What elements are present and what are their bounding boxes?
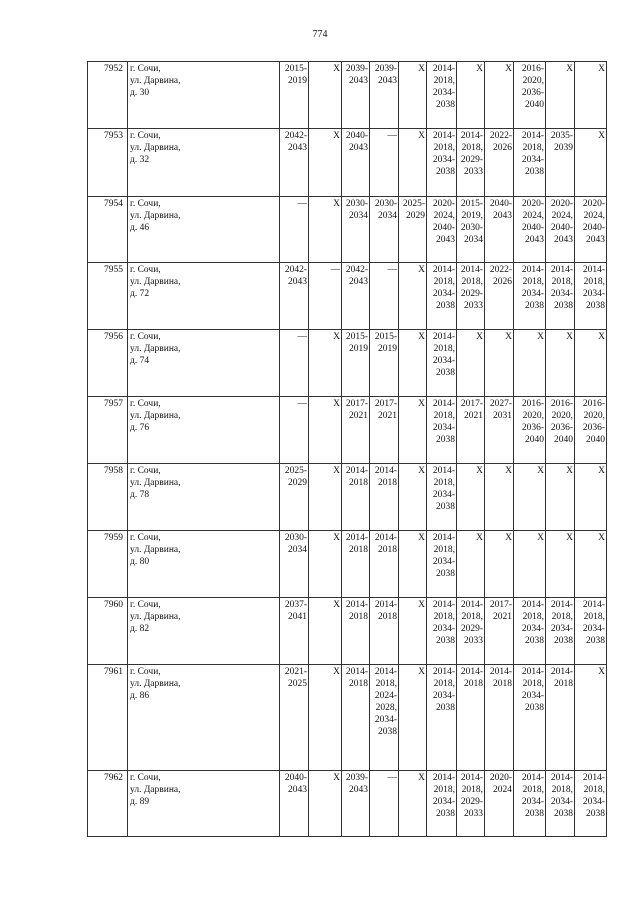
period-cell	[427, 197, 457, 263]
period-cell	[309, 263, 342, 330]
period-value: 2020- 2024	[489, 773, 512, 795]
period-value: X	[333, 332, 340, 342]
period-cell	[309, 129, 342, 197]
period-cell	[546, 598, 575, 665]
table-row	[88, 330, 607, 397]
period-cell	[514, 263, 546, 330]
period-cell	[427, 62, 457, 129]
period-cell	[342, 62, 370, 129]
table-row	[88, 129, 607, 197]
period-cell	[399, 197, 427, 263]
table-row	[88, 598, 607, 665]
register-table	[87, 61, 607, 837]
period-cell	[575, 129, 607, 197]
period-cell	[546, 129, 575, 197]
period-cell	[485, 263, 514, 330]
period-cell	[342, 531, 370, 598]
period-value: X	[333, 466, 340, 476]
period-value: 2015- 2019	[374, 332, 397, 354]
period-cell	[342, 129, 370, 197]
period-value: 2014- 2018, 2034- 2038	[582, 265, 605, 311]
period-cell	[457, 464, 485, 531]
period-cell	[399, 665, 427, 771]
period-value: X	[566, 64, 573, 74]
period-value: 2020- 2024, 2040- 2043	[582, 199, 605, 245]
address-cell	[128, 197, 280, 263]
period-cell	[342, 397, 370, 464]
period-value: 2039- 2043	[345, 773, 368, 795]
period-cell	[514, 129, 546, 197]
table-row	[88, 397, 607, 464]
period-value: X	[505, 533, 512, 543]
period-value: 2040- 2043	[284, 773, 307, 795]
table-row	[88, 197, 607, 263]
address-text: г. Сочи, ул. Дарвина, д. 46	[130, 199, 181, 233]
period-cell	[427, 330, 457, 397]
period-cell	[427, 665, 457, 771]
period-cell	[485, 129, 514, 197]
period-value: X	[418, 667, 425, 677]
period-cell	[280, 330, 309, 397]
period-cell	[546, 330, 575, 397]
period-value: X	[476, 64, 483, 74]
record-number: 7953	[88, 129, 128, 197]
period-cell	[514, 771, 546, 837]
period-value: —	[297, 199, 307, 209]
period-cell	[280, 531, 309, 598]
period-cell	[427, 129, 457, 197]
address-text: г. Сочи, ул. Дарвина, д. 76	[130, 399, 181, 433]
period-value: X	[598, 64, 605, 74]
period-cell	[485, 598, 514, 665]
period-cell	[457, 665, 485, 771]
period-value: X	[333, 773, 340, 783]
period-cell	[546, 263, 575, 330]
period-value: 2014- 2018, 2034- 2038	[550, 773, 573, 819]
period-value: 2016- 2020, 2036- 2040	[582, 399, 605, 445]
period-cell	[575, 330, 607, 397]
period-value: 2016- 2020, 2036- 2040	[521, 64, 544, 110]
period-cell	[457, 771, 485, 837]
period-cell	[370, 263, 399, 330]
period-cell	[309, 62, 342, 129]
period-cell	[309, 531, 342, 598]
period-value: 2014- 2018, 2034- 2038	[432, 399, 455, 445]
period-cell	[399, 531, 427, 598]
period-cell	[427, 263, 457, 330]
page-number: 774	[312, 29, 328, 40]
period-value: X	[566, 332, 573, 342]
period-cell	[370, 397, 399, 464]
table-row	[88, 62, 607, 129]
period-value: 2014- 2018, 2034- 2038	[521, 773, 544, 819]
period-cell	[427, 771, 457, 837]
period-cell	[342, 330, 370, 397]
period-value: —	[297, 332, 307, 342]
address-text: г. Сочи, ул. Дарвина, д. 72	[130, 265, 181, 299]
period-value: 2021- 2025	[284, 667, 307, 689]
period-cell	[399, 598, 427, 665]
period-value: 2030- 2034	[374, 199, 397, 221]
period-value: X	[537, 533, 544, 543]
period-value: 2014- 2018, 2034- 2038	[582, 773, 605, 819]
record-number: 7952	[88, 62, 128, 129]
period-cell	[485, 531, 514, 598]
period-value: 2035- 2039	[550, 131, 573, 153]
period-value: 2014- 2018, 2034- 2038	[432, 600, 455, 646]
period-cell	[309, 598, 342, 665]
period-cell	[342, 598, 370, 665]
period-cell	[485, 665, 514, 771]
address-cell	[128, 771, 280, 837]
period-value: 2014- 2018, 2034- 2038	[432, 332, 455, 378]
period-cell	[280, 62, 309, 129]
period-cell	[457, 129, 485, 197]
table-row	[88, 464, 607, 531]
period-value: 2020- 2024, 2040- 2043	[550, 199, 573, 245]
period-cell	[514, 62, 546, 129]
period-value: 2015- 2019	[345, 332, 368, 354]
period-value: X	[598, 667, 605, 677]
period-value: X	[505, 332, 512, 342]
address-text: г. Сочи, ул. Дарвина, д. 82	[130, 600, 181, 634]
period-cell	[280, 197, 309, 263]
period-cell	[280, 598, 309, 665]
period-cell	[575, 62, 607, 129]
period-value: X	[476, 533, 483, 543]
period-cell	[280, 771, 309, 837]
period-value: 2014- 2018	[550, 667, 573, 689]
period-cell	[309, 197, 342, 263]
period-cell	[370, 665, 399, 771]
period-value: 2022- 2026	[489, 131, 512, 153]
period-cell	[485, 62, 514, 129]
period-cell	[342, 263, 370, 330]
address-text: г. Сочи, ул. Дарвина, д. 89	[130, 773, 181, 807]
period-cell	[399, 771, 427, 837]
period-value: X	[418, 533, 425, 543]
period-value: 2039- 2043	[374, 64, 397, 86]
period-value: 2014- 2018, 2034- 2038	[432, 64, 455, 110]
period-value: 2014- 2018, 2034- 2038	[550, 600, 573, 646]
address-cell	[128, 531, 280, 598]
period-cell	[370, 531, 399, 598]
period-value: X	[598, 332, 605, 342]
period-value: X	[537, 466, 544, 476]
period-value: X	[418, 466, 425, 476]
period-value: X	[476, 466, 483, 476]
period-value: X	[476, 332, 483, 342]
address-cell	[128, 397, 280, 464]
period-cell	[457, 330, 485, 397]
period-value: X	[418, 64, 425, 74]
address-cell	[128, 62, 280, 129]
period-cell	[427, 397, 457, 464]
period-cell	[575, 263, 607, 330]
address-text: г. Сочи, ул. Дарвина, д. 30	[130, 64, 181, 98]
period-cell	[514, 197, 546, 263]
period-value: —	[387, 265, 397, 275]
period-value: 2014- 2018, 2034- 2038	[582, 600, 605, 646]
period-cell	[309, 464, 342, 531]
period-value: X	[598, 131, 605, 141]
period-cell	[575, 197, 607, 263]
period-cell	[457, 598, 485, 665]
period-value: 2014- 2018	[345, 533, 368, 555]
period-cell	[485, 464, 514, 531]
period-cell	[342, 771, 370, 837]
period-value: 2027- 2031	[489, 399, 512, 421]
period-value: 2042- 2043	[345, 265, 368, 287]
address-text: г. Сочи, ул. Дарвина, д. 78	[130, 466, 181, 500]
period-cell	[546, 464, 575, 531]
period-cell	[280, 464, 309, 531]
period-cell	[399, 464, 427, 531]
address-text: г. Сочи, ул. Дарвина, д. 80	[130, 533, 181, 567]
period-cell	[370, 129, 399, 197]
period-cell	[514, 464, 546, 531]
period-cell	[457, 263, 485, 330]
period-cell	[342, 665, 370, 771]
period-value: 2014- 2018	[374, 466, 397, 488]
period-cell	[546, 665, 575, 771]
record-number: 7961	[88, 665, 128, 771]
period-value: 2014- 2018	[460, 667, 483, 689]
period-cell	[370, 598, 399, 665]
period-value: 2014- 2018, 2034- 2038	[432, 533, 455, 579]
period-cell	[575, 531, 607, 598]
period-cell	[399, 129, 427, 197]
period-value: X	[598, 466, 605, 476]
period-cell	[485, 197, 514, 263]
period-cell	[485, 330, 514, 397]
period-value: 2014- 2018, 2034- 2038	[521, 600, 544, 646]
address-cell	[128, 129, 280, 197]
period-cell	[575, 397, 607, 464]
period-value: 2014- 2018	[374, 533, 397, 555]
period-value: 2015- 2019	[284, 64, 307, 86]
period-cell	[370, 197, 399, 263]
record-number: 7958	[88, 464, 128, 531]
period-cell	[280, 263, 309, 330]
period-value: 2020- 2024, 2040- 2043	[521, 199, 544, 245]
period-value: 2042- 2043	[284, 131, 307, 153]
period-value: 2014- 2018, 2034- 2038	[432, 773, 455, 819]
period-cell	[399, 62, 427, 129]
period-value: X	[566, 533, 573, 543]
period-cell	[427, 464, 457, 531]
period-value: 2017- 2021	[489, 600, 512, 622]
period-value: —	[387, 131, 397, 141]
period-value: X	[537, 332, 544, 342]
address-cell	[128, 598, 280, 665]
period-value: X	[418, 773, 425, 783]
table-row	[88, 665, 607, 771]
address-text: г. Сочи, ул. Дарвина, д. 74	[130, 332, 181, 366]
address-cell	[128, 665, 280, 771]
period-cell	[342, 197, 370, 263]
period-value: 2014- 2018, 2034- 2038	[521, 667, 544, 713]
record-number: 7954	[88, 197, 128, 263]
period-cell	[457, 397, 485, 464]
period-value: 2014- 2018, 2034- 2038	[432, 131, 455, 177]
table-body	[88, 62, 607, 837]
period-cell	[309, 397, 342, 464]
period-value: 2022- 2026	[489, 265, 512, 287]
period-cell	[457, 531, 485, 598]
period-cell	[514, 531, 546, 598]
period-cell	[546, 197, 575, 263]
period-cell	[514, 330, 546, 397]
period-cell	[280, 665, 309, 771]
period-value: X	[505, 64, 512, 74]
period-value: 2039- 2043	[345, 64, 368, 86]
period-value: X	[418, 332, 425, 342]
address-text: г. Сочи, ул. Дарвина, д. 86	[130, 667, 181, 701]
period-cell	[399, 330, 427, 397]
period-value: 2014- 2018, 2034- 2038	[432, 667, 455, 713]
period-cell	[514, 397, 546, 464]
period-value: 2014- 2018, 2029- 2033	[460, 131, 483, 177]
record-number: 7960	[88, 598, 128, 665]
period-value: 2017- 2021	[345, 399, 368, 421]
period-cell	[485, 771, 514, 837]
period-value: 2016- 2020, 2036- 2040	[550, 399, 573, 445]
period-cell	[427, 598, 457, 665]
period-value: 2017- 2021	[374, 399, 397, 421]
period-cell	[427, 531, 457, 598]
period-cell	[370, 330, 399, 397]
period-cell	[457, 197, 485, 263]
period-value: X	[333, 199, 340, 209]
period-cell	[514, 598, 546, 665]
period-value: —	[387, 773, 397, 783]
period-value: X	[418, 131, 425, 141]
period-value: 2040- 2043	[489, 199, 512, 221]
period-value: 2025- 2029	[402, 199, 425, 221]
table-row	[88, 771, 607, 837]
period-cell	[575, 598, 607, 665]
period-value: X	[418, 265, 425, 275]
period-value: X	[333, 399, 340, 409]
period-cell	[399, 263, 427, 330]
period-value: 2020- 2024, 2040- 2043	[432, 199, 455, 245]
period-cell	[370, 464, 399, 531]
period-cell	[485, 397, 514, 464]
period-value: 2014- 2018, 2034- 2038	[432, 265, 455, 311]
period-cell	[575, 464, 607, 531]
table-row	[88, 263, 607, 330]
period-value: 2014- 2018	[345, 466, 368, 488]
record-number: 7955	[88, 263, 128, 330]
period-value: 2040- 2043	[345, 131, 368, 153]
period-value: X	[333, 64, 340, 74]
period-value: 2014- 2018, 2034- 2038	[432, 466, 455, 512]
record-number: 7962	[88, 771, 128, 837]
period-cell	[370, 62, 399, 129]
period-value: 2014- 2018, 2024- 2028, 2034- 2038	[374, 667, 397, 737]
record-number: 7956	[88, 330, 128, 397]
period-cell	[370, 771, 399, 837]
period-value: 2014- 2018, 2034- 2038	[521, 265, 544, 311]
period-cell	[280, 129, 309, 197]
period-value: —	[297, 399, 307, 409]
period-value: X	[333, 131, 340, 141]
period-cell	[309, 665, 342, 771]
record-number: 7957	[88, 397, 128, 464]
period-value: 2030- 2034	[284, 533, 307, 555]
period-value: X	[333, 533, 340, 543]
period-value: 2015- 2019, 2030- 2034	[460, 199, 483, 245]
period-value: X	[566, 466, 573, 476]
period-value: 2014- 2018, 2029- 2033	[460, 773, 483, 819]
table-row	[88, 531, 607, 598]
period-cell	[342, 464, 370, 531]
period-value: X	[333, 600, 340, 610]
period-cell	[546, 771, 575, 837]
record-number: 7959	[88, 531, 128, 598]
period-value: X	[505, 466, 512, 476]
period-value: 2014- 2018, 2029- 2033	[460, 265, 483, 311]
period-cell	[457, 62, 485, 129]
period-value: X	[418, 399, 425, 409]
address-cell	[128, 263, 280, 330]
period-cell	[546, 62, 575, 129]
period-cell	[546, 397, 575, 464]
period-cell	[399, 397, 427, 464]
period-value: 2016- 2020, 2036- 2040	[521, 399, 544, 445]
address-text: г. Сочи, ул. Дарвина, д. 32	[130, 131, 181, 165]
period-value: 2014- 2018	[489, 667, 512, 689]
address-cell	[128, 330, 280, 397]
period-cell	[280, 397, 309, 464]
period-value: 2025- 2029	[284, 466, 307, 488]
period-cell	[309, 330, 342, 397]
period-value: 2014- 2018, 2034- 2038	[521, 131, 544, 177]
period-value: 2037- 2041	[284, 600, 307, 622]
period-value: 2014- 2018, 2034- 2038	[550, 265, 573, 311]
period-value: X	[418, 600, 425, 610]
period-cell	[546, 531, 575, 598]
period-value: 2030- 2034	[345, 199, 368, 221]
period-cell	[575, 771, 607, 837]
period-value: 2014- 2018	[374, 600, 397, 622]
period-value: X	[598, 533, 605, 543]
period-value: 2014- 2018, 2029- 2033	[460, 600, 483, 646]
period-value: 2014- 2018	[345, 667, 368, 689]
address-cell	[128, 464, 280, 531]
period-value: X	[333, 667, 340, 677]
period-value: 2017- 2021	[460, 399, 483, 421]
period-cell	[514, 665, 546, 771]
period-cell	[575, 665, 607, 771]
period-value: —	[330, 265, 340, 275]
period-value: 2014- 2018	[345, 600, 368, 622]
period-cell	[309, 771, 342, 837]
period-value: 2042- 2043	[284, 265, 307, 287]
